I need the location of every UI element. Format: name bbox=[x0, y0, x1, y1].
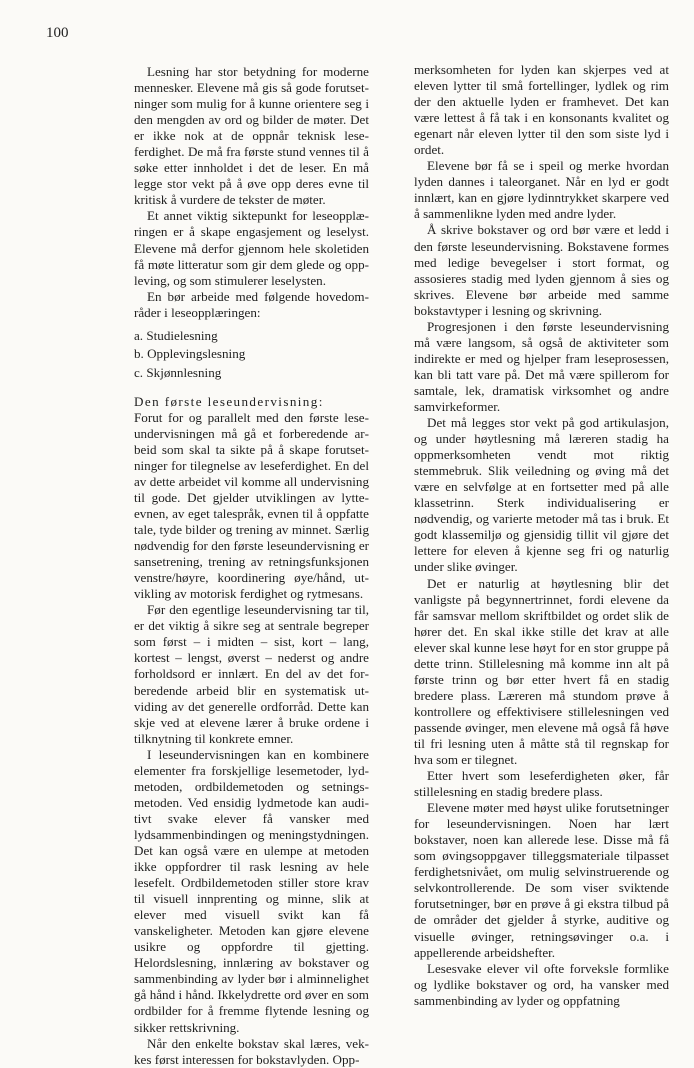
right-column bbox=[414, 62, 669, 1009]
paragraph: I leseundervisningen kan en kombinere elementer fra forskjellige lesemetoder, lydmetoden, ordbildemetoden og setningsmetoden. Ved ensidig lydmetode kan auditivt svake elever få vansker med lydsammenbindingen og meningstydningen. Det kan også være en ulempe at metoden ikke oppfordrer til rask lesning av hele lesefelt. Ordbildemetoden stiller store krav til visuell innprenting og minne, slik at elever med visuell svikt kan få vanskeligheter. Metoden kan gjøre elevene usikre og oppfordre til gjetting. Helordslesning, innlæring av bokstaver og sammenbinding av lyder bør i alminnelighet gå hånd i hånd. Ikkelydrette ord øver en som ordbilder for å fremme flytende lesning og sikker rettskrivning. bbox=[134, 746, 369, 1035]
list-item: c. Skjønnlesning bbox=[134, 364, 222, 380]
paragraph: Lesning har stor betydning for moderne mennesker. Elevene må gis så gode forutsetninger som mulig for å kunne orientere seg i den mengden av ord og bilder de møter. Det er ikke nok at de oppnår teknisk leseferdighet. De må fra første stund vennes til å søke etter innholdet i det de leser. En må legge stor vekt på å øve opp deres evne til kritisk å vurdere de tekster de møter. bbox=[134, 64, 369, 208]
left-column bbox=[134, 64, 369, 1068]
paragraph: Elevene møter med høyst ulike forutsetninger for leseundervisningen. Noen har lært bokstaver, noen kan allerede lese. Disse må få som øvingsoppgaver tilleggsmateriale tilpasset ferdighetsnivået, om mulig selvinstruerende og selvkontrollerende. De som viser sviktende forutsetninger, bør en prøve å gi ekstra tilbud på de områder det gjelder å styrke, auditive og visuelle øvinger, retningsøvinger o.a. i appellerende arbeidshefter. bbox=[414, 800, 669, 960]
paragraph: Etter hvert som leseferdigheten øker, får stillelesning en stadig bredere plass. bbox=[414, 768, 669, 800]
paragraph: Når den enkelte bokstav skal læres, vekkes først interessen for bokstavlyden. Opp- bbox=[134, 1035, 369, 1067]
paragraph: Et annet viktig siktepunkt for leseopplæringen er å skape engasjement og leselyst. Elevene må derfor gjennom hele skoletiden få møte litteratur som gir dem glede og oppleving, og som stimulerer leselysten. bbox=[134, 208, 369, 288]
paragraph: Lesesvake elever vil ofte forveksle formlike og lydlike bokstaver og ord, ha vansker med sammenbinding av lyder og oppfatning bbox=[414, 960, 669, 1008]
paragraph: Progresjonen i den første leseundervisning må være langsom, så også de aktiviteter som indirekte er med og hjelper fram leseprosessen, kan bli tatt vare på. Det må være spillerom for samtale, lek, dramatisk virksomhet og andre samvirkeformer. bbox=[414, 318, 669, 414]
paragraph: Før den egentlige leseundervisning tar til, er det viktig å sikre seg at sentrale begreper som først – i midten – sist, kort – lang, kortest – lengst, øverst – nederst og andre forholdsord er innlært. En del av det forberedende arbeid blir en systematisk utviding av det generelle ordforråd. Dette kan skje ved at elevene lærer å bruke ordene i tilknytning til konkrete emner. bbox=[134, 602, 369, 746]
paragraph: Det må legges stor vekt på god artikulasjon, og under høytlesning må læreren stadig ha oppmerksomheten vendt mot riktig stemmebruk. Slik veiledning og øving må det være en selvfølge at en fortsetter med på alle klassetrinn. Sterk individualisering er nødvendig, og varierte metoder må tas i bruk. Et godt klassemiljø og gjensidig tillit vil gjøre det lettere for eleven å kjenne seg fri og naturlig under slike øvinger. bbox=[414, 415, 669, 575]
page-number: 100 bbox=[46, 25, 69, 41]
paragraph: Å skrive bokstaver og ord bør være et ledd i den første leseundervisning. Bokstavene formes med ledige bevegelser i stort format, og assosieres stadig med lyden gjennom å sies og skrives. Elevene bør arbeide med samme bokstavtyper i lesning og skrivning. bbox=[414, 222, 669, 318]
paragraph: En bør arbeide med følgende hovedområder i leseopplæringen: bbox=[134, 288, 369, 320]
list-item: a. Studielesning bbox=[134, 327, 218, 343]
reading-areas-list bbox=[134, 328, 369, 381]
paragraph: Det er naturlig at høytlesning blir det vanligste på begynnertrinnet, fordi elevene da får samsvar mellom skriftbildet og ordet slik de hører det. En skal ikke stille det krav at alle elever skal kunne lese høyt for en stor gruppe på dette trinn. Stillelesning må komme inn alt på første trinn og bør etter hvert få en stadig bredere plass. Læreren må stundom prøve å kontrollere og effektivisere stillelesningen ved passende øvinger, men elevene må også få høve til fri lesning uten å måtte stå til regnskap for hva som er tilegnet. bbox=[414, 575, 669, 768]
section-heading: Den første leseundervisning: bbox=[134, 393, 324, 409]
paragraph: Forut for og parallelt med den første leseundervisningen må gå et forberedende arbeid som skal ta sikte på å skape forutsetninger for tilegnelse av leseferdighet. En del av dette arbeidet vil komme all undervisning til gode. Det gjelder utviklingen av lytteevnen, av eget talespråk, evnen til å oppfatte tale, tyde bilder og trening av minnet. Særlig nødvendig for den første leseundervisning er sansetrening, trening av retningsfunksjonen venstre/høyre, koordinering øye/hånd, utvikling av motorisk ferdighet og rytmesans. bbox=[134, 409, 369, 602]
list-item: b. Opplevingslesning bbox=[134, 346, 246, 362]
paragraph: Elevene bør få se i speil og merke hvordan lyden dannes i taleorganet. Når en lyd er godt innlært, kan en gjøre lydinntrykket skarpere ved å sammenlikne lyden med andre lyder. bbox=[414, 158, 669, 222]
paragraph: merksomheten for lyden kan skjerpes ved at eleven lytter til små fortellinger, lydlek og rim der den aktuelle lyden er framhevet. Det kan være lettest å få tak i en konsonants kvalitet og egenart når eleven lytter til den som siste lyd i ordet. bbox=[414, 62, 669, 158]
